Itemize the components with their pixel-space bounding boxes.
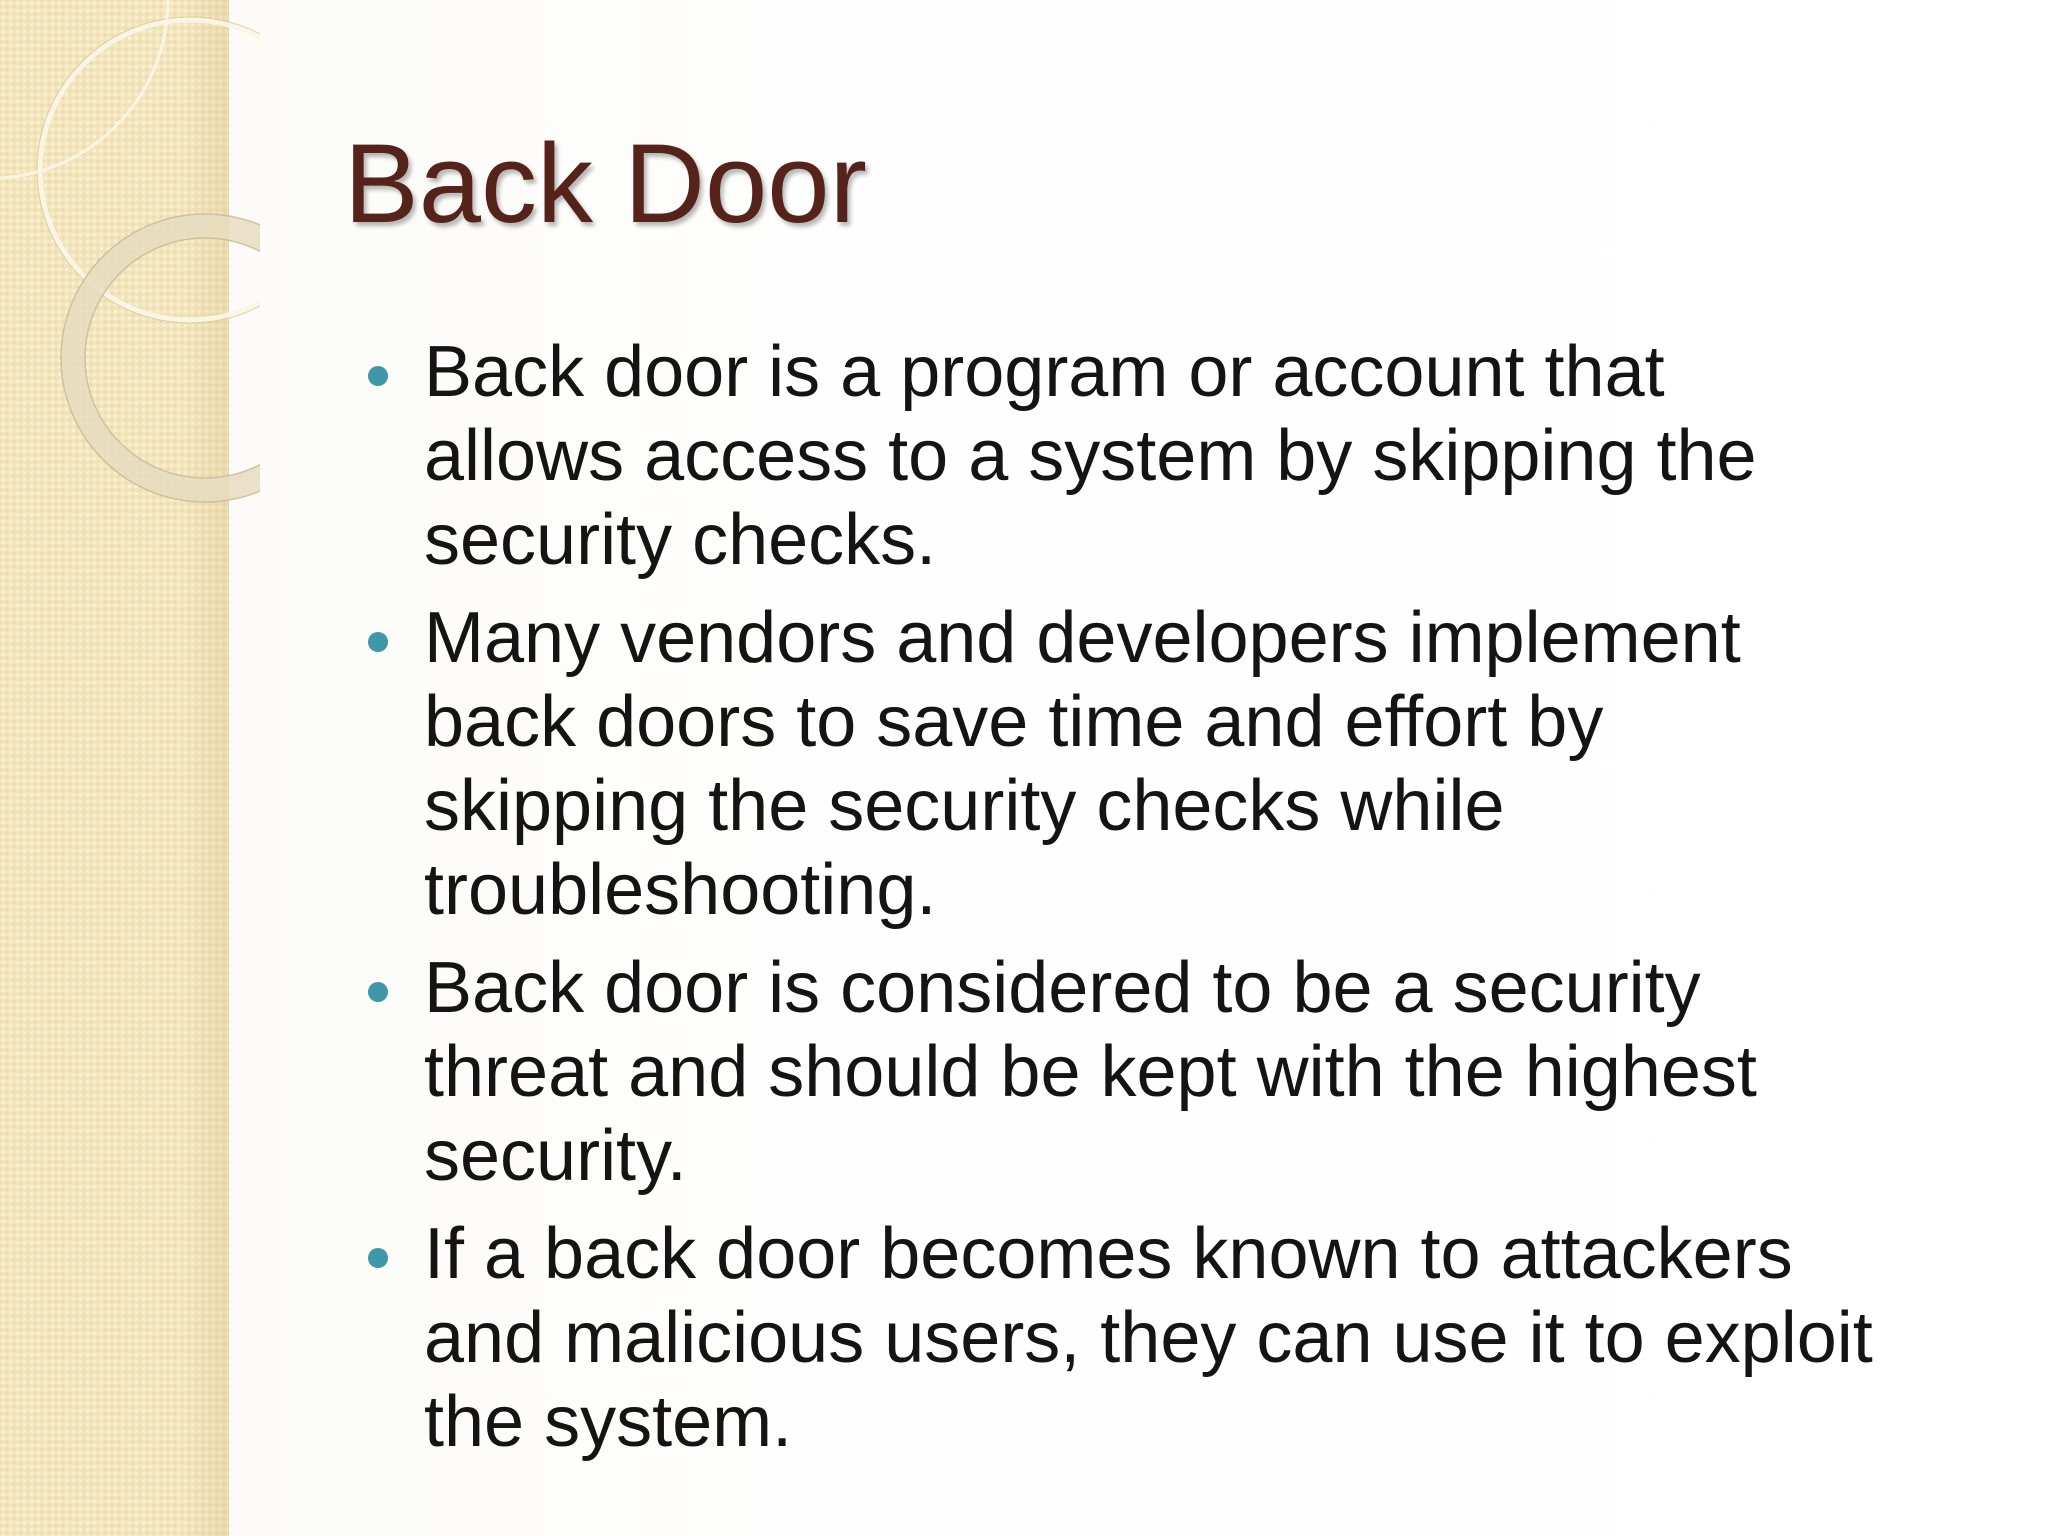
- bullet-line: allows access to a system by skipping the: [424, 416, 1757, 496]
- bullet-line: If a back door becomes known to attackers: [424, 1214, 1793, 1294]
- bullet-line: troubleshooting.: [424, 850, 937, 930]
- outer-ring-edge: [37, 17, 260, 323]
- bullet-line: skipping the security checks while: [424, 766, 1505, 846]
- outer-ring: [40, 20, 260, 320]
- decorative-rings: [0, 0, 260, 520]
- bullet-line: threat and should be kept with the highest: [424, 1032, 1757, 1112]
- bullet-list: [424, 330, 2024, 1478]
- bullet-line: and malicious users, they can use it to exploit: [424, 1298, 1873, 1378]
- bullet-line: Many vendors and developers implement: [424, 598, 1741, 678]
- bullet-dot-icon: [368, 1248, 388, 1268]
- bullet-line: security checks.: [424, 500, 937, 580]
- bullet-item: [424, 946, 2024, 1198]
- bullet-item: [424, 1212, 2024, 1464]
- bullet-line: security.: [424, 1116, 687, 1196]
- bullet-item: [424, 596, 2024, 932]
- inner-ring-edge-outer: [61, 214, 260, 502]
- slide-title: Back Door: [344, 121, 867, 246]
- inner-ring: [73, 226, 260, 490]
- bullet-line: Back door is considered to be a security: [424, 948, 1701, 1028]
- bullet-item: [424, 330, 2024, 582]
- bullet-line: Back door is a program or account that: [424, 332, 1665, 412]
- bullet-dot-icon: [368, 632, 388, 652]
- bullet-dot-icon: [368, 366, 388, 386]
- bullet-line: back doors to save time and effort by: [424, 682, 1604, 762]
- bullet-dot-icon: [368, 982, 388, 1002]
- bullet-line: the system.: [424, 1382, 793, 1462]
